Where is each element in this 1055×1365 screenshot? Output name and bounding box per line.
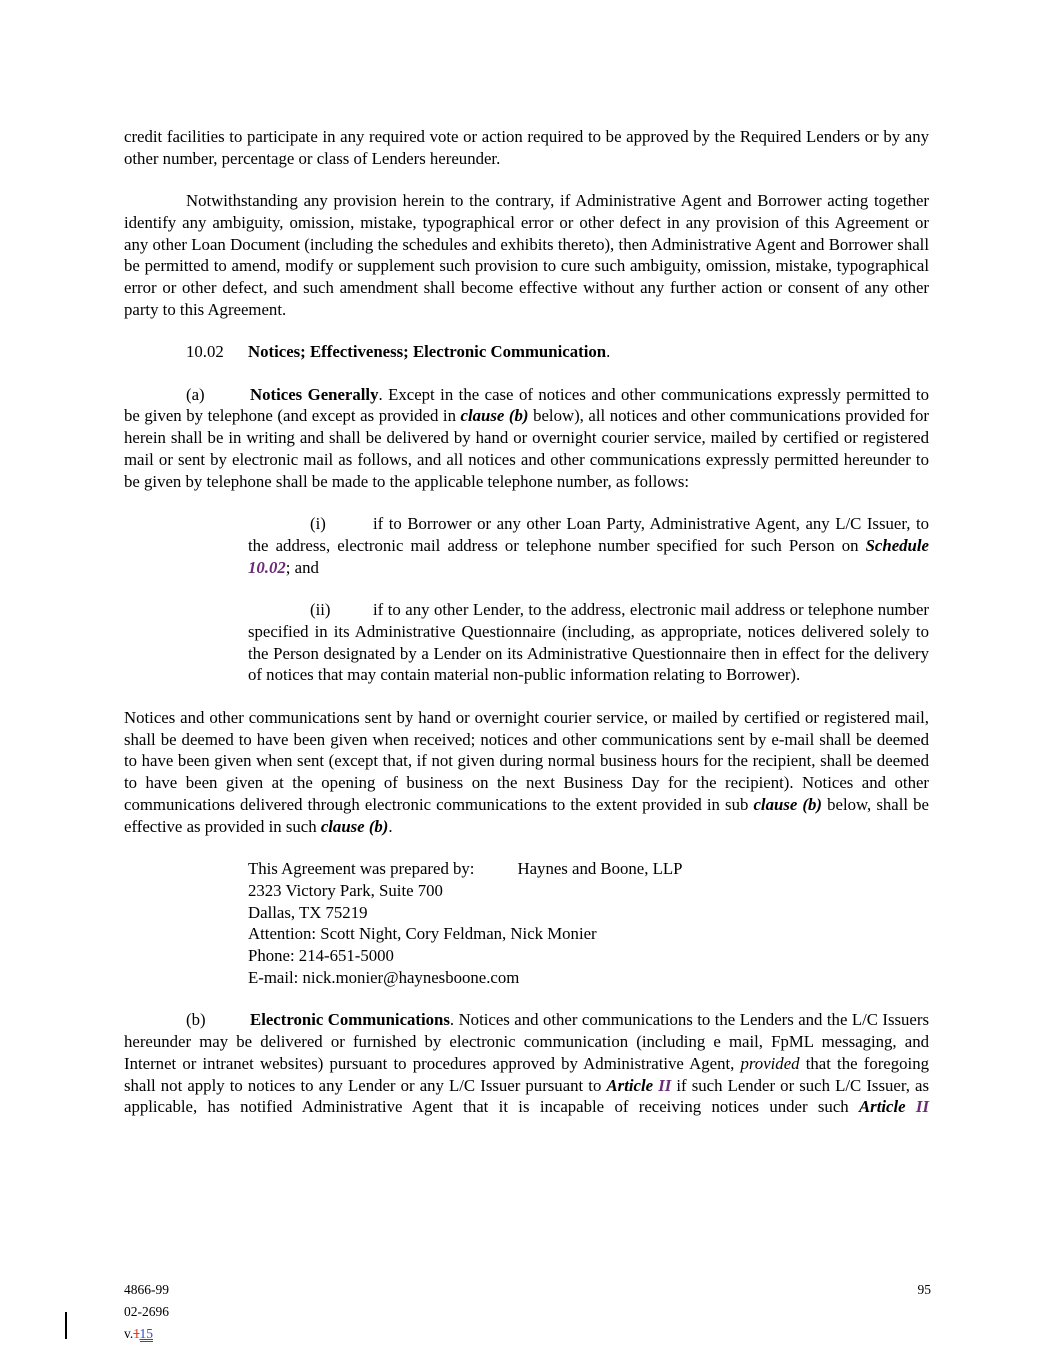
text-segment: Notices Generally [250, 384, 379, 404]
text-segment: below), all notices and other communications provided for herein shall be in writing and shall be delivered by hand or overnight courier service, mailed by certified or registered mail or sent by electronic mail as follows, and all notices and other communications expressly permitted hereunder to be given by telephone shall be made to the applicable telephone number, as follows: [124, 406, 930, 491]
paragraph-continued [124, 126, 929, 170]
text-segment: clause (b) [320, 816, 389, 836]
page-number: 95 [917, 1282, 931, 1297]
text-segment: . Notices and other communications to the Lenders and the L/C Issuers hereunder may be delivered or furnished by electronic communication (including e mail, FpML messaging, and Internet or intranet websites) pursuant to procedures approved by Administrative Agent, [124, 1010, 929, 1073]
text-segment: Notices; Effectiveness; Electronic Communication [248, 342, 607, 362]
text-segment: Phone: 214-651-5000 [248, 946, 394, 966]
text-segment: Electronic Communications [250, 1010, 450, 1030]
text-segment: Article [606, 1075, 659, 1095]
text-segment: (b) [186, 1010, 206, 1030]
address-city-line [248, 902, 929, 924]
text-segment: if to any other Lender, to the address, electronic mail address or telephone number specified in its Administrative Questionnaire (including, as appropriate, notices delivered solely to the Person designated by a Lender on its Administrative Questionnaire then in effect for the delivery of notices that may contain material non-public information relating to Borrower). [248, 600, 929, 685]
text-segment: Notices and other communications sent by hand or overnight courier service, or mailed by certified or registered mail, shall be deemed to have been given when received; notices and other communications sent by e-mail shall be deemed to have been given when sent (except that, if not given during normal business hours for the recipient, shall be deemed to have been given at the opening of business on the next Business Day for the recipient). Notices and other communications delivered through electronic communications to the extent provided in sub [124, 707, 929, 814]
text-segment: below, shall be effective as provided in such [124, 794, 929, 836]
text-segment: Notwithstanding any provision herein to the contrary, if Administrative Agent and Borrower acting together identify any ambiguity, omission, mistake, typographical error or other defect in any provision of this Agreement or any other Loan Document (including the schedules and exhibits thereto), then Administrative Agent and Borrower shall be permitted to amend, modify or supplement such provision to cure such ambiguity, omission, mistake, typographical error or other defect, and such amendment shall become effective without any further action or consent of any other party to this Agreement. [124, 191, 929, 320]
paragraph-amendments [124, 190, 929, 321]
paragraph-a-notices-generally [124, 384, 929, 493]
text-segment: clause (b) [753, 794, 822, 814]
text-segment: (i) [310, 514, 326, 534]
clause-ii [248, 599, 929, 686]
paragraph-b-electronic-communications [124, 1009, 929, 1118]
text-segment: (ii) [310, 600, 331, 620]
doc-number-line-1: 4866-99 [124, 1282, 169, 1297]
email-line [248, 967, 929, 989]
revision-change-bar [65, 1312, 67, 1339]
text-segment: if such Lender or such L/C Issuer, as applicable, has notified Administrative Agent that it is incapable of receiving notices under such [124, 1075, 930, 1117]
cross-reference-text: II [915, 1097, 929, 1117]
address-street-line [248, 880, 929, 902]
text-segment: Article [858, 1097, 916, 1117]
text-segment: . [388, 816, 393, 836]
attention-line [248, 923, 929, 945]
version-prefix: v. [124, 1325, 134, 1341]
text-segment: provided [740, 1053, 800, 1073]
phone-line [248, 945, 929, 967]
text-segment: Haynes and Boone, LLP [517, 859, 683, 879]
clause-i [248, 513, 929, 578]
text-segment: 10.02 [186, 342, 224, 362]
text-segment: that the foregoing shall not apply to notices to any Lender or any L/C Issuer pursuant to [124, 1053, 929, 1095]
text-segment: . Except in the case of notices and other communications expressly permitted to be given by telephone (and except as provided in [124, 384, 929, 426]
version-line [124, 1323, 169, 1345]
text-segment: E-mail: nick.monier@haynesboone.com [248, 968, 520, 987]
text-segment: This Agreement was prepared by: [248, 859, 475, 879]
text-segment: (a) [186, 384, 205, 404]
text-segment: if to Borrower or any other Loan Party, Administrative Agent, any L/C Issuer, to the address, electronic mail address or telephone number specified for such Person on [248, 514, 929, 555]
text-segment: clause (b) [460, 406, 529, 426]
text-segment: 2323 Victory Park, Suite 700 [248, 880, 443, 900]
doc-number-line-2: 02-2696 [124, 1303, 169, 1319]
cross-reference-text: 10.02 [248, 557, 286, 577]
paragraph-deemed-given [124, 707, 929, 838]
text-segment: ; and [285, 557, 319, 577]
section-heading-10-02 [124, 341, 929, 363]
prepared-by-line [248, 858, 929, 880]
text-segment: Schedule [865, 535, 929, 555]
text-segment: Attention: Scott Night, Cory Feldman, Nick Monier [248, 924, 597, 944]
text-segment: Dallas, TX 75219 [248, 902, 368, 922]
cross-reference-text: II [658, 1075, 672, 1095]
text-segment: . [606, 342, 611, 362]
text-segment: credit facilities to participate in any required vote or action required to be approved by the Required Lenders or by any other number, percentage or class of Lenders hereunder. [124, 127, 929, 168]
inserted-version-number: 15 [139, 1325, 153, 1341]
document-content [124, 126, 929, 1118]
deleted-version-number: 1 [133, 1325, 140, 1341]
footer-doc-numbers [124, 1279, 169, 1344]
